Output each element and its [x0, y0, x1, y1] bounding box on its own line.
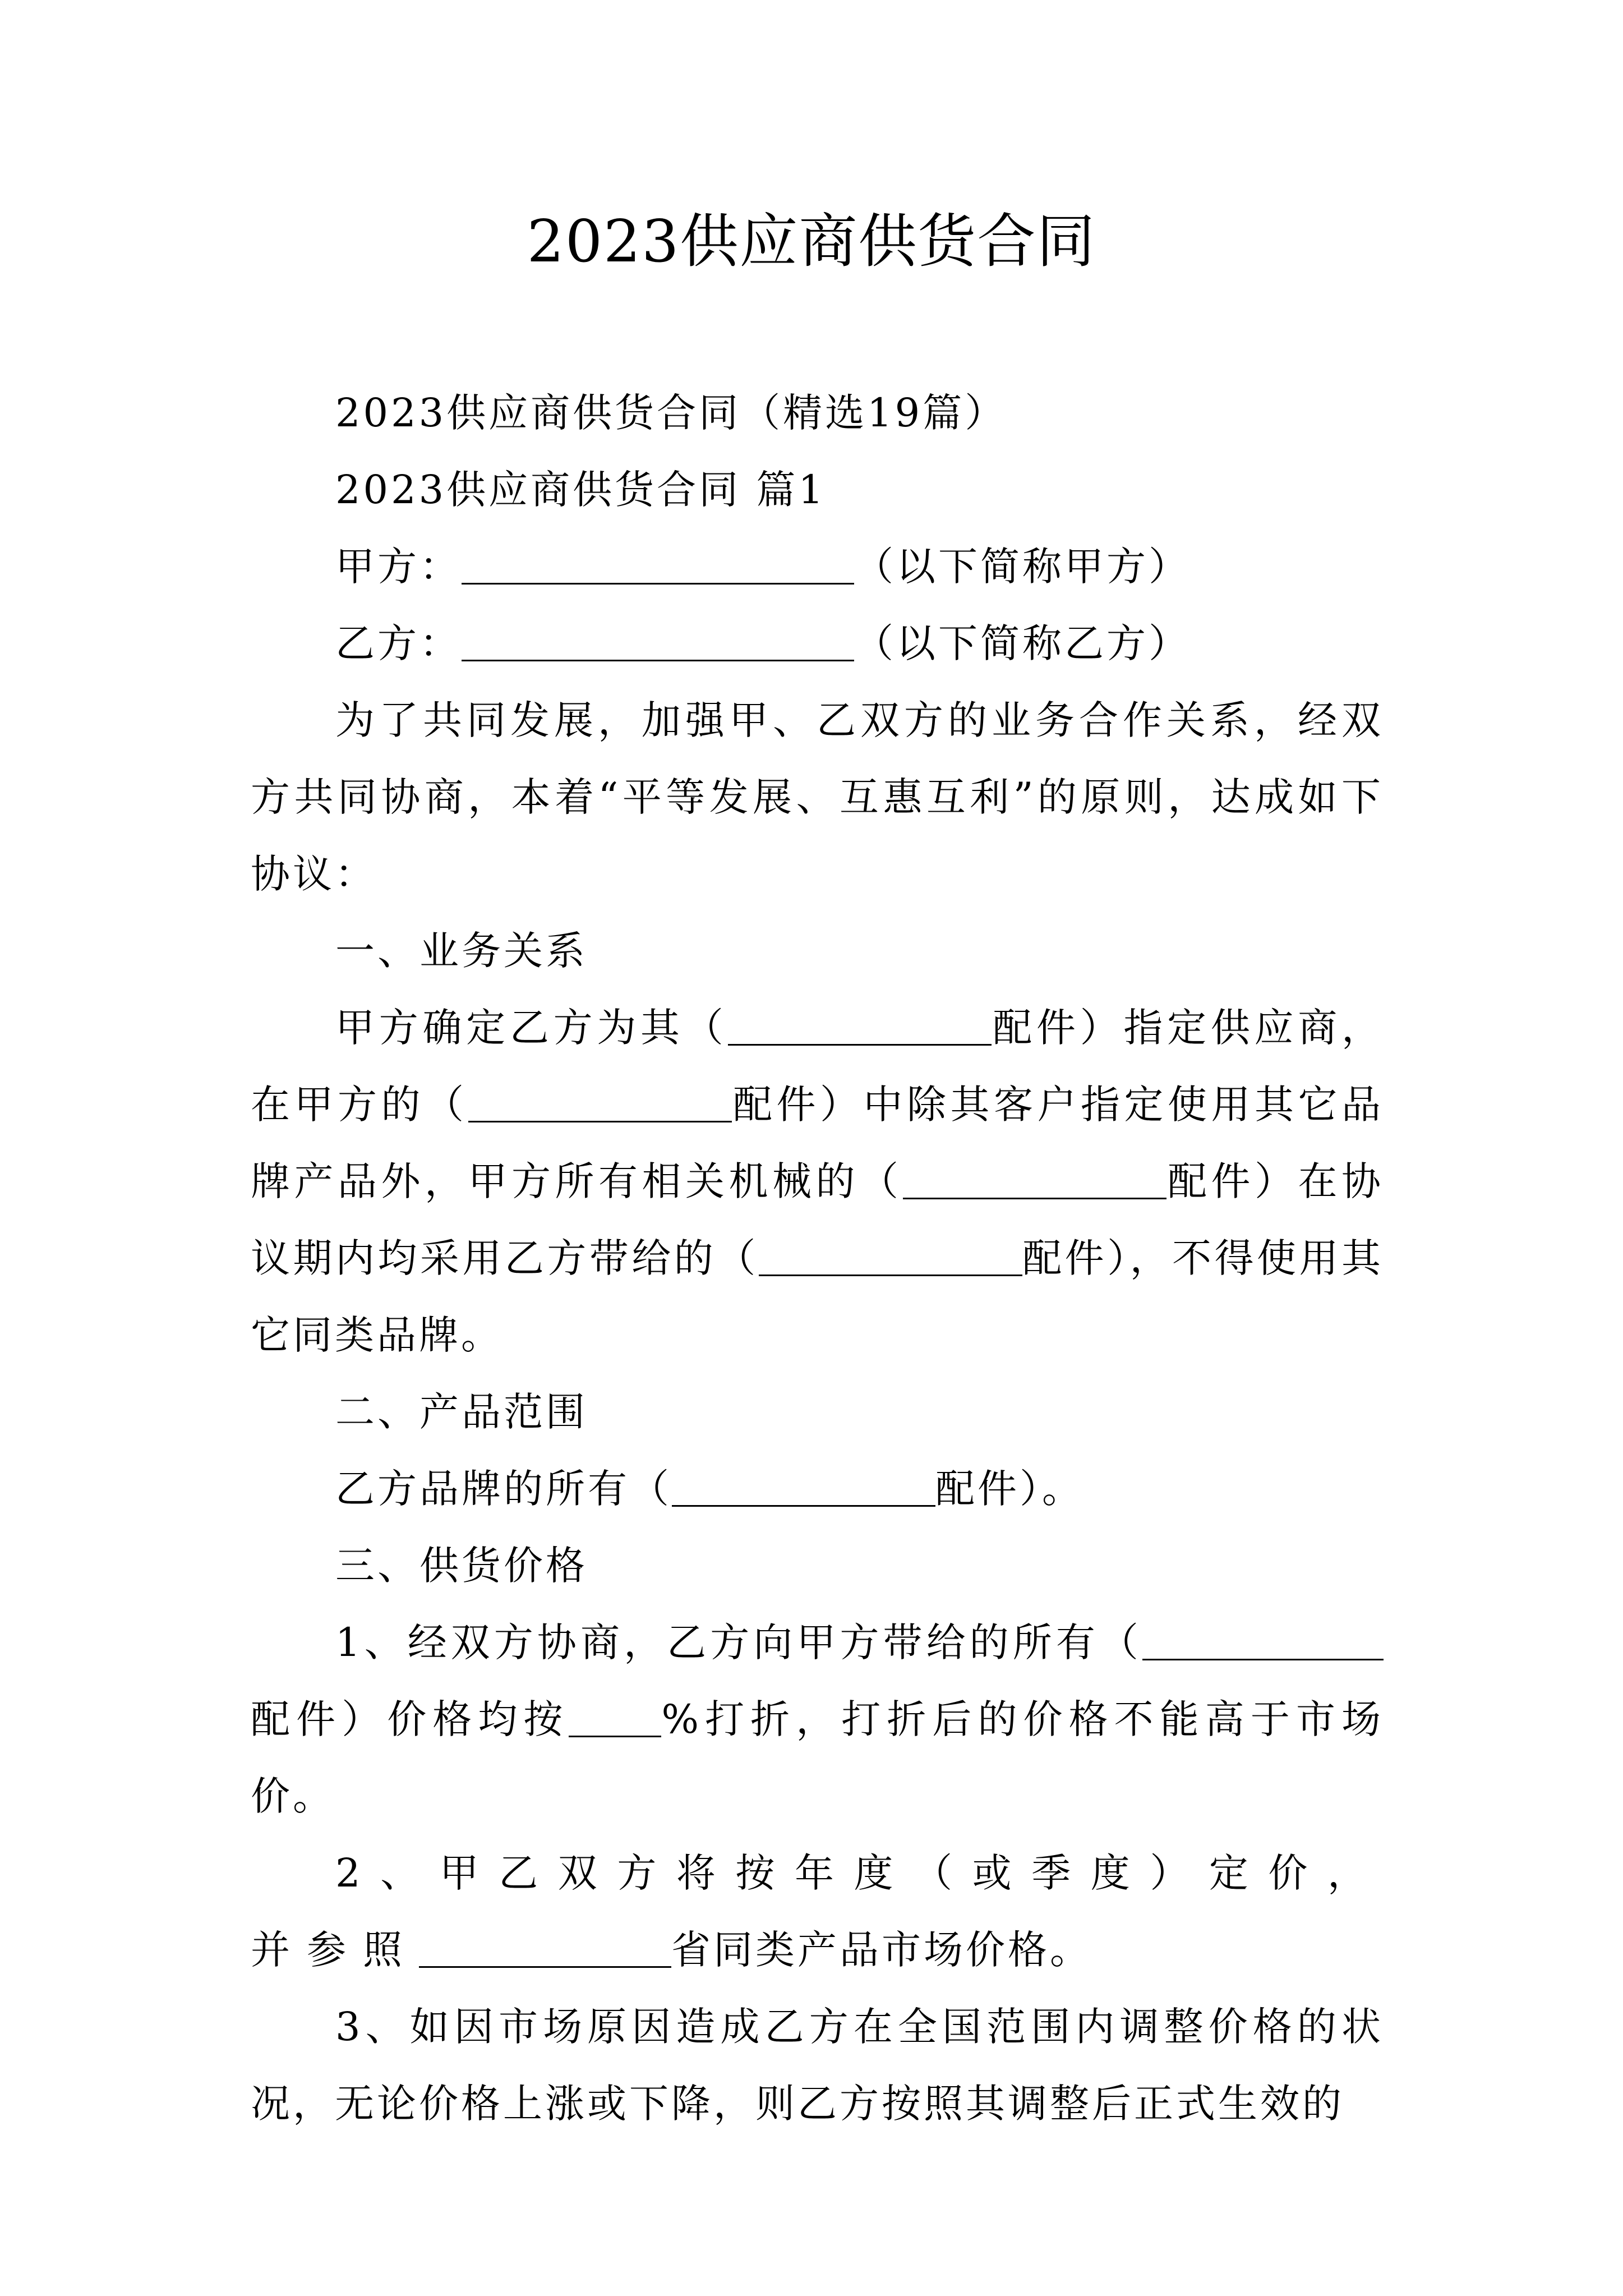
sec2-heading: 二、产品范围 [335, 1389, 588, 1435]
sec3-item1 [251, 1604, 1384, 1835]
party-a-line [251, 528, 1384, 605]
sec2-paragraph [251, 1451, 1384, 1527]
sec1-heading: 一、业务关系 [335, 928, 588, 974]
sec2-text-2: 配件）。 [935, 1466, 1084, 1512]
party-b-blank [462, 620, 854, 661]
sec3-item2-blank [419, 1927, 671, 1968]
sec1-text-4: 配件）在协议期内均采用乙方带给的（ [251, 1158, 1384, 1281]
party-a-blank [462, 544, 854, 585]
document-title: 2023供应商供货合同 [527, 207, 1096, 275]
party-b-line [251, 605, 1384, 682]
sec1-text-1: 甲方确定乙方为其（ [335, 1005, 728, 1051]
sec3-item2-text-1: 2、甲乙双方将按年度（或季度）定价，并参照 [251, 1850, 1384, 1973]
sec1-text-3: 配件）中除其客户指定使用其它品牌产品外，甲方所有相关机械的（ [251, 1082, 1384, 1204]
sec3-item1-text-2: 配件）价格均按 [251, 1696, 569, 1742]
sec1-text-5: 配件），不得使用其它同类品牌。 [251, 1235, 1384, 1358]
sec1-blank-3 [903, 1158, 1166, 1199]
subtitle: 2023供应商供货合同（精选19篇） [335, 390, 1007, 436]
sec1-blank-2 [468, 1082, 732, 1122]
party-b-suffix: （以下简称乙方） [854, 620, 1191, 666]
party-b-label: 乙方： [335, 620, 462, 666]
sec3-item1-text-1: 1、经双方协商，乙方向甲方带给的所有（ [335, 1619, 1142, 1665]
document-body [251, 375, 1384, 2142]
sec1-blank-1 [728, 1005, 992, 1046]
sec3-item1-text-3: %打折，打折后的价格不能高于市场价。 [251, 1696, 1384, 1819]
sec3-item2 [251, 1835, 1384, 1989]
sec2-blank [672, 1466, 935, 1507]
party-a-label: 甲方： [335, 544, 462, 590]
sec1-text-2: 配件）指定供应商，在甲方的（ [251, 1005, 1384, 1128]
sec3-item2-text-2: 省同类产品市场价格。 [671, 1927, 1092, 1973]
sec1-paragraph [251, 990, 1384, 1374]
preamble-paragraph: 为了共同发展，加强甲、乙双方的业务合作关系，经双方共同协商，本着“平等发展、互惠互利”的原则，达成如下协议： [251, 697, 1384, 897]
party-a-suffix: （以下简称甲方） [854, 544, 1191, 590]
sec1-blank-4 [759, 1235, 1022, 1276]
sec3-heading: 三、供货价格 [335, 1543, 588, 1589]
sec3-item1-blank-2 [569, 1696, 661, 1737]
sec2-text-1: 乙方品牌的所有（ [335, 1466, 672, 1512]
sec3-item1-blank-1 [1142, 1619, 1384, 1660]
section-heading: 2023供应商供货合同 篇1 [335, 467, 826, 513]
sec3-item3: 3、如因市场原因造成乙方在全国范围内调整价格的状况，无论价格上涨或下降，则乙方按照其调整后正式生效的 [251, 2004, 1384, 2127]
